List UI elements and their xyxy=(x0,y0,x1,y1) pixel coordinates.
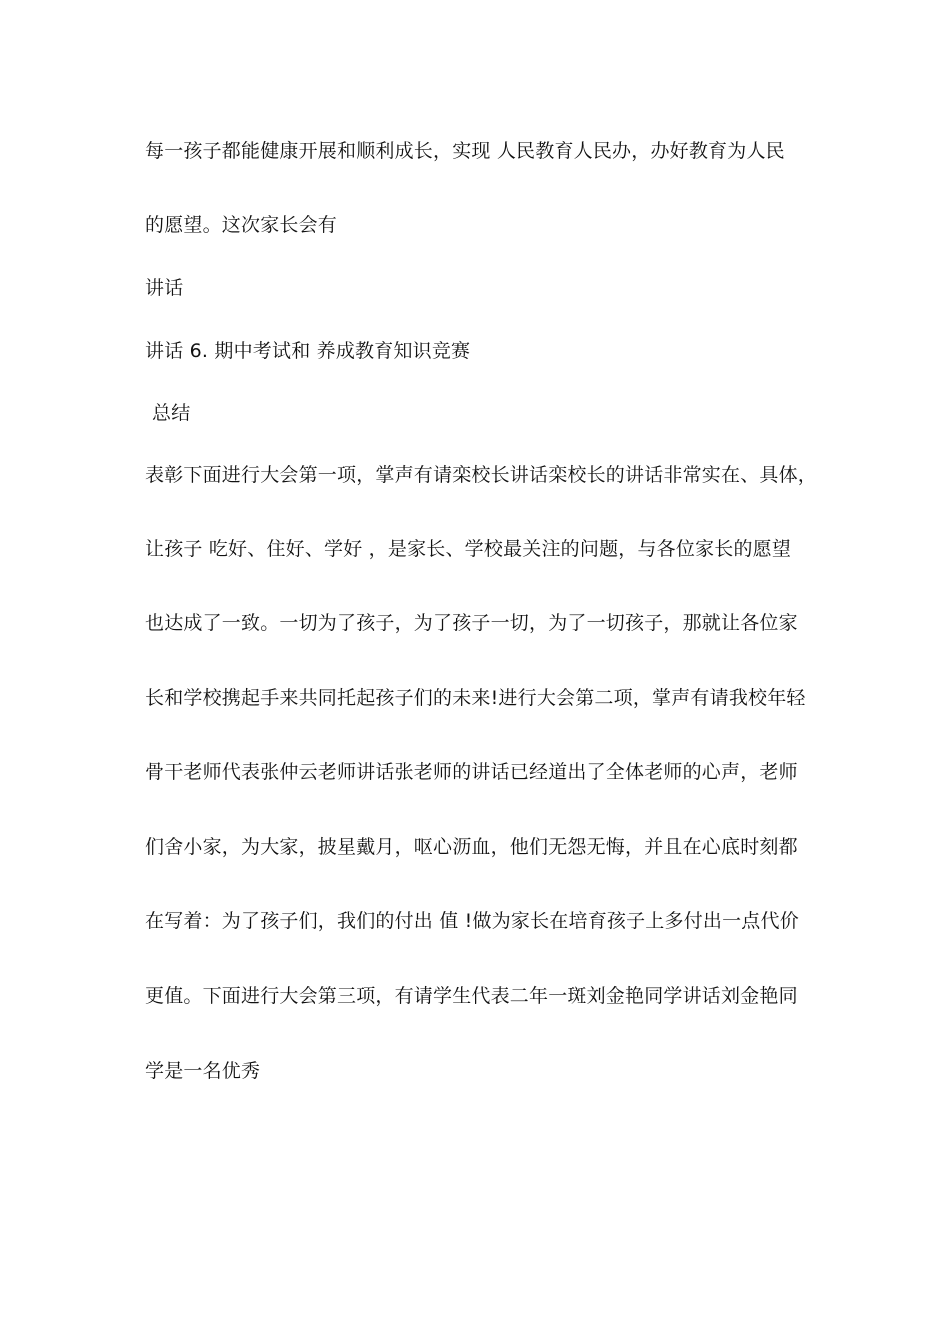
paragraph-line: 长和学校携起手来共同托起孩子们的未来!进行大会第二项，掌声有请我校年轻 xyxy=(145,687,806,709)
paragraph-line: 在写着：为了孩子们，我们的付出 值 !做为家长在培育孩子上多付出一点代价 xyxy=(145,910,799,932)
paragraph-line: 学是一名优秀 xyxy=(145,1060,261,1082)
paragraph-line: 的愿望。这次家长会有 xyxy=(145,214,338,236)
paragraph-line: 更值。下面进行大会第三项，有请学生代表二年一斑刘金艳同学讲话刘金艳同 xyxy=(145,985,798,1007)
paragraph-line: 们舍小家，为大家，披星戴月，呕心沥血，他们无怨无悔，并且在心底时刻都 xyxy=(145,836,798,858)
paragraph-line: 也达成了一致。一切为了孩子，为了孩子一切，为了一切孩子，那就让各位家 xyxy=(145,612,798,634)
section-heading: 总结 xyxy=(152,402,191,424)
section-heading: 讲话 6. 期中考试和 养成教育知识竞赛 xyxy=(145,340,471,362)
section-heading: 讲话 xyxy=(145,277,184,299)
paragraph-line: 骨干老师代表张仲云老师讲话张老师的讲话已经道出了全体老师的心声，老师 xyxy=(145,761,798,783)
paragraph-line: 每一孩子都能健康开展和顺利成长，实现 人民教育人民办，办好教育为人民 xyxy=(145,140,785,162)
paragraph-line: 让孩子 吃好、住好、学好 ，是家长、学校最关注的问题，与各位家长的愿望 xyxy=(145,538,792,560)
paragraph-line: 表彰下面进行大会第一项，掌声有请栾校长讲话栾校长的讲话非常实在、具体， xyxy=(145,464,818,486)
